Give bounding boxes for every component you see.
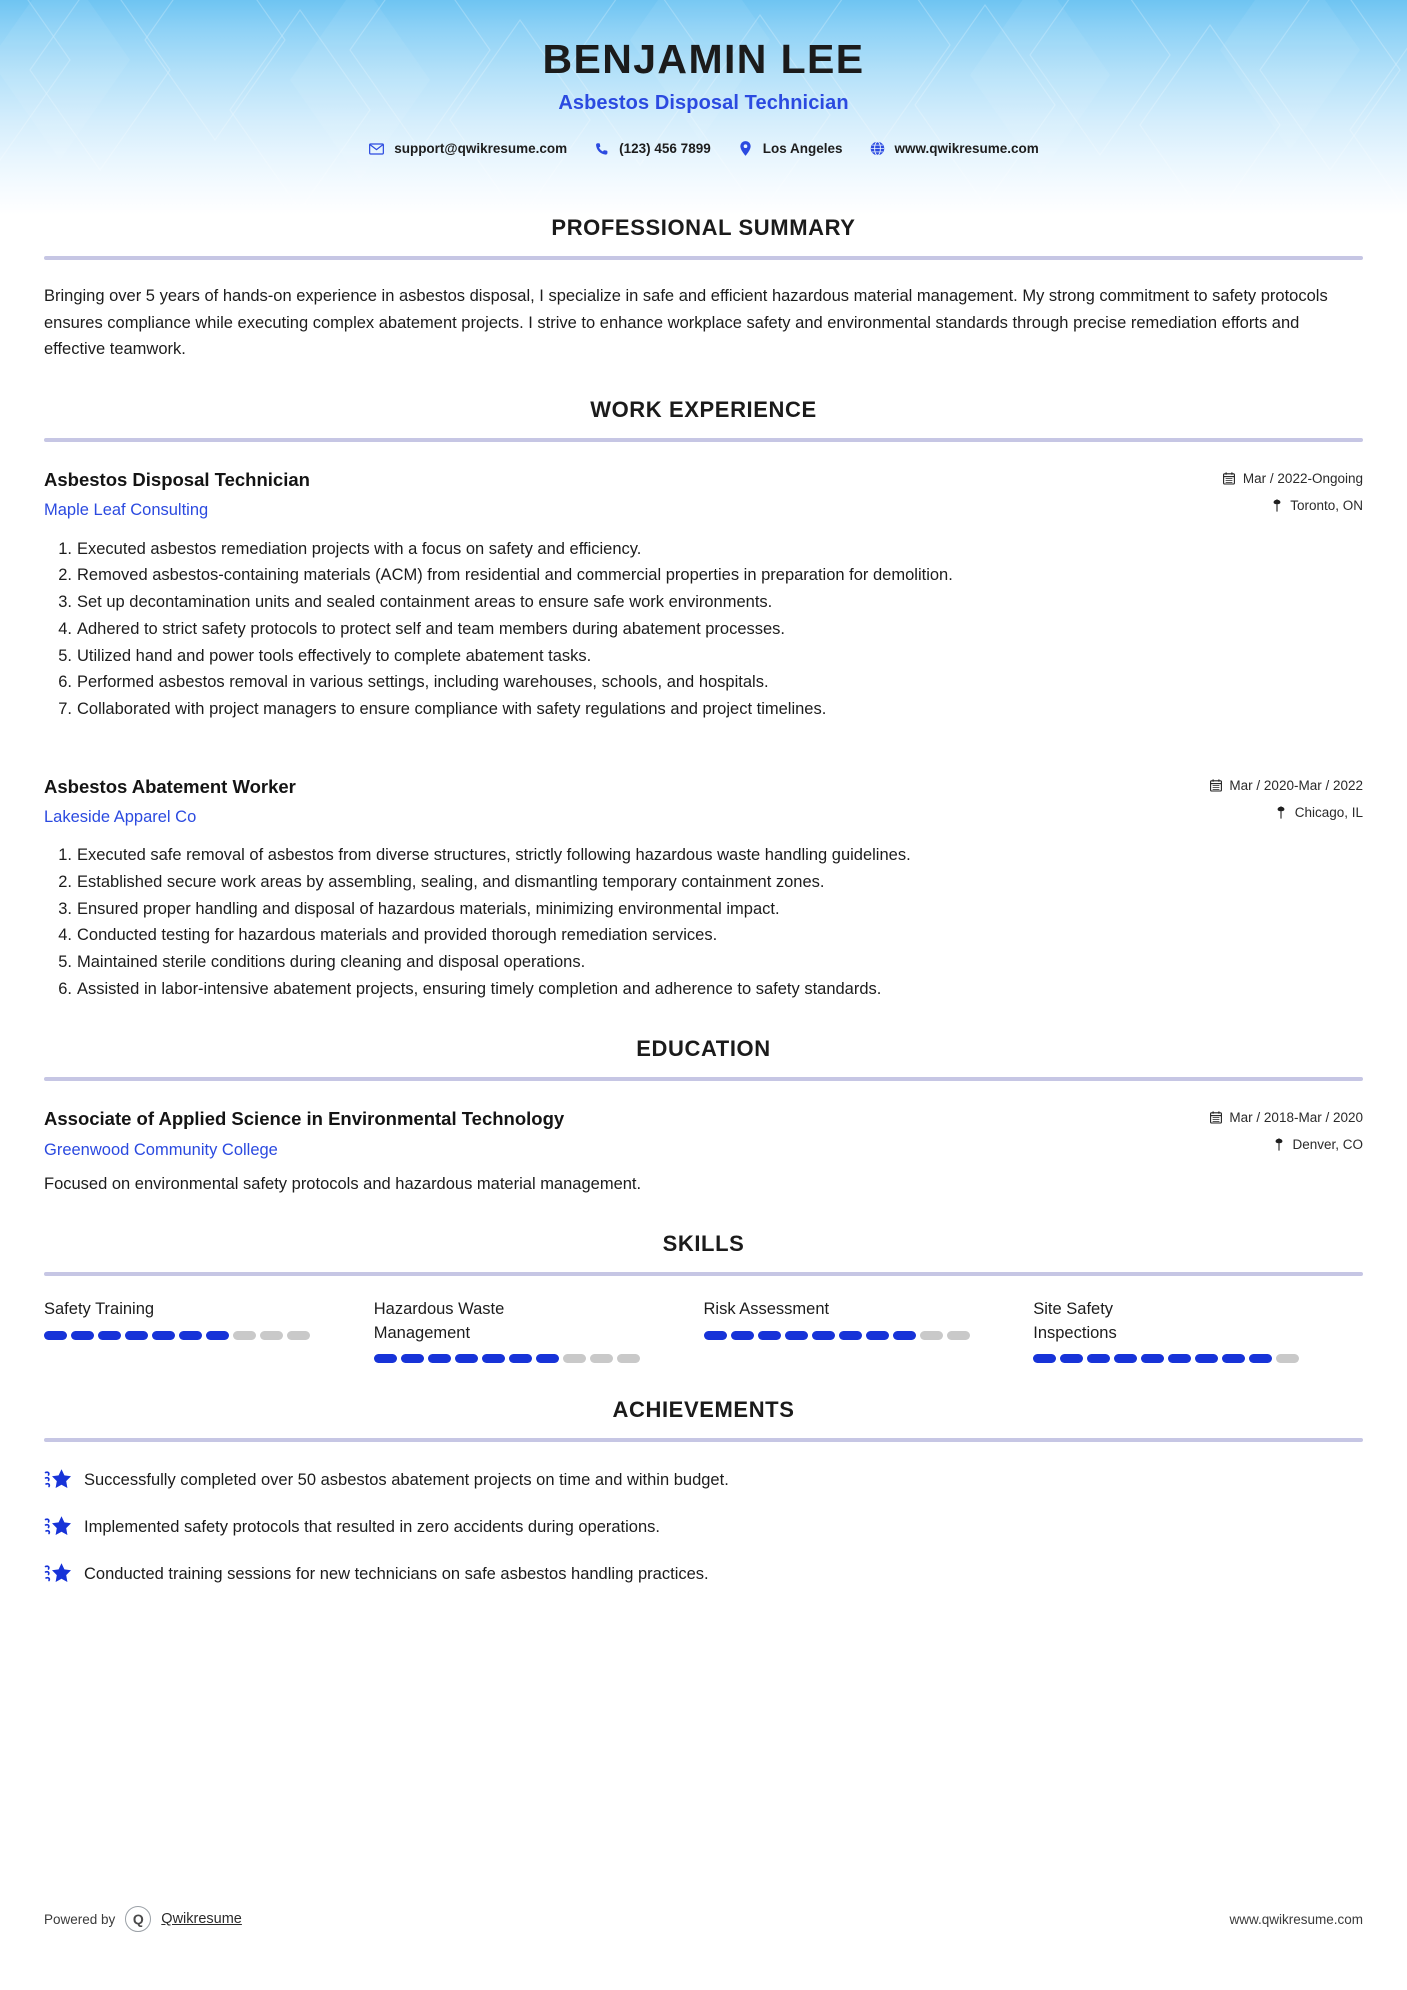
skill-item [374, 1298, 704, 1363]
work-location-text: Toronto, ON [1290, 498, 1363, 514]
education-note: Focused on environmental safety protocols and hazardous material management. [44, 1174, 642, 1193]
star-burst-icon [44, 1514, 74, 1540]
calendar-icon [1223, 472, 1236, 486]
list-item: Ensured proper handling and disposal of hazardous materials, minimizing environmental impact. [77, 899, 780, 918]
skill-segment-filled [1249, 1354, 1272, 1363]
skill-item [44, 1298, 374, 1363]
skill-segment-filled [98, 1331, 121, 1340]
work-location-text: Chicago, IL [1294, 804, 1363, 820]
skill-segment-filled [482, 1354, 505, 1363]
skill-level-bar [44, 1331, 350, 1340]
skill-segment-filled [866, 1331, 889, 1340]
skill-segment-filled [1141, 1354, 1164, 1363]
work-dates [1223, 471, 1363, 486]
work-entry-header [44, 775, 1363, 828]
skill-segment-empty [590, 1354, 613, 1363]
footer-website[interactable]: www.qwikresume.com [1229, 1911, 1363, 1927]
section-education [44, 1036, 1363, 1197]
candidate-job-title: Asbestos Disposal Technician [558, 92, 849, 115]
list-item: Established secure work areas by assembling, sealing, and dismantling temporary containment zones. [77, 872, 825, 891]
contact-website-text: www.qwikresume.com [894, 141, 1039, 157]
map-pin-icon [1275, 805, 1288, 819]
education-institution[interactable]: Greenwood Community College [44, 1140, 278, 1159]
summary-paragraph: Bringing over 5 years of hands-on experience in asbestos disposal, I specialize in safe and efficient hazardous material management. My strong commitment to safety protocols ensures compliance while executing complex abatement projects. I strive to enhance workplace safety and environmental standards through precise remediation efforts and effective teamwork. [44, 287, 1328, 359]
list-item [44, 1513, 1363, 1540]
star-burst-icon [44, 1467, 74, 1493]
page-footer [44, 1906, 1363, 1932]
skill-segment-filled [839, 1331, 862, 1340]
skill-segment-filled [1087, 1354, 1110, 1363]
email-icon [368, 140, 385, 157]
education-entry-header [44, 1107, 1363, 1160]
skill-segment-filled [812, 1331, 835, 1340]
skill-segment-empty [287, 1331, 310, 1340]
contact-location-text: Los Angeles [762, 141, 843, 157]
skill-segment-filled [179, 1331, 202, 1340]
list-item: Executed asbestos remediation projects with a focus on safety and efficiency. [77, 539, 642, 558]
education-dates [1209, 1110, 1363, 1125]
skill-segment-filled [1114, 1354, 1137, 1363]
globe-icon [869, 140, 886, 157]
achievements-list [44, 1466, 1363, 1587]
skill-segment-empty [233, 1331, 256, 1340]
contact-email-text: support@qwikresume.com [394, 141, 568, 157]
map-pin-icon [1272, 1138, 1285, 1152]
candidate-name: BENJAMIN LEE [542, 36, 865, 82]
list-item: Utilized hand and power tools effectively to complete abatement tasks. [77, 646, 592, 665]
skill-segment-filled [125, 1331, 148, 1340]
star-burst-icon [44, 1561, 74, 1587]
section-skills [44, 1231, 1363, 1363]
work-role-title: Asbestos Abatement Worker [44, 775, 296, 797]
work-company-name[interactable]: Lakeside Apparel Co [44, 807, 197, 826]
section-title-achievements: ACHIEVEMENTS [612, 1397, 795, 1423]
section-title-summary: PROFESSIONAL SUMMARY [551, 215, 856, 240]
skill-segment-filled [1222, 1354, 1245, 1363]
education-entry [44, 1107, 1363, 1197]
work-bullet-list [44, 842, 1363, 1002]
education-location-text: Denver, CO [1292, 1137, 1363, 1153]
skill-segment-filled [893, 1331, 916, 1340]
skill-segment-empty [1276, 1354, 1299, 1363]
skill-segment-filled [536, 1354, 559, 1363]
section-divider [44, 256, 1363, 260]
section-work-experience [44, 397, 1363, 1002]
work-dates-text: Mar / 2022-Ongoing [1242, 471, 1363, 487]
achievement-text: Implemented safety protocols that resulted in zero accidents during operations. [84, 1518, 660, 1537]
list-item: Adhered to strict safety protocols to protect self and team members during abatement processes. [77, 619, 786, 638]
section-achievements [44, 1397, 1363, 1587]
education-degree: Associate of Applied Science in Environmental Technology [44, 1108, 565, 1130]
achievement-text: Conducted training sessions for new technicians on safe asbestos handling practices. [84, 1565, 709, 1584]
location-pin-icon [737, 140, 754, 157]
contact-row [0, 140, 1407, 157]
work-location [1223, 498, 1363, 513]
education-location [1209, 1137, 1363, 1152]
work-entry-header [44, 468, 1363, 521]
skill-segment-empty [920, 1331, 943, 1340]
section-title-skills: SKILLS [662, 1231, 745, 1257]
contact-email[interactable] [368, 140, 567, 157]
skill-label: Safety Training [44, 1300, 155, 1319]
contact-phone-text: (123) 456 7899 [619, 141, 711, 157]
skill-segment-filled [1060, 1354, 1083, 1363]
skill-segment-filled [374, 1354, 397, 1363]
work-bullet-list [44, 536, 1363, 723]
skill-segment-filled [758, 1331, 781, 1340]
list-item: Collaborated with project managers to ensure compliance with safety regulations and project timelines. [77, 699, 827, 718]
achievement-text: Successfully completed over 50 asbestos abatement projects on time and within budget. [84, 1471, 729, 1490]
education-dates-text: Mar / 2018-Mar / 2020 [1229, 1110, 1363, 1126]
skill-level-bar [1033, 1354, 1339, 1363]
skill-segment-filled [1033, 1354, 1056, 1363]
skill-segment-empty [563, 1354, 586, 1363]
skill-segment-filled [785, 1331, 808, 1340]
map-pin-icon [1270, 499, 1283, 513]
skill-segment-filled [1195, 1354, 1218, 1363]
skill-segment-filled [509, 1354, 532, 1363]
skills-grid [44, 1298, 1363, 1363]
work-location [1209, 805, 1363, 820]
skill-segment-filled [44, 1331, 67, 1340]
header-banner [0, 0, 1407, 215]
skill-segment-empty [260, 1331, 283, 1340]
skill-label: Hazardous Waste Management [373, 1300, 505, 1342]
work-entry [44, 775, 1363, 1003]
skill-segment-filled [152, 1331, 175, 1340]
list-item [44, 1560, 1363, 1587]
skill-segment-empty [617, 1354, 640, 1363]
calendar-icon [1209, 778, 1222, 792]
work-role-title: Asbestos Disposal Technician [44, 469, 310, 491]
list-item: Assisted in labor-intensive abatement projects, ensuring timely completion and adherence to safety standards. [77, 979, 882, 998]
list-item: Executed safe removal of asbestos from diverse structures, strictly following hazardous waste handling guidelines. [77, 846, 911, 865]
skill-label: Site Safety Inspections [1033, 1300, 1117, 1342]
list-item: Maintained sterile conditions during cleaning and disposal operations. [77, 953, 586, 972]
section-divider [44, 438, 1363, 442]
footer-branding [44, 1906, 242, 1932]
section-divider [44, 1272, 1363, 1276]
skill-segment-filled [206, 1331, 229, 1340]
powered-by-label: Powered by [44, 1911, 116, 1927]
section-divider [44, 1438, 1363, 1442]
list-item [44, 1466, 1363, 1493]
qwikresume-logo-icon: Q [125, 1906, 151, 1932]
skill-label: Risk Assessment [703, 1300, 830, 1319]
list-item: Performed asbestos removal in various settings, including warehouses, schools, and hospitals. [77, 673, 769, 692]
skill-segment-filled [401, 1354, 424, 1363]
skill-segment-filled [704, 1331, 727, 1340]
contact-location [737, 140, 843, 157]
list-item: Set up decontamination units and sealed containment areas to ensure safe work environments. [77, 593, 773, 612]
skill-item [1033, 1298, 1363, 1363]
section-divider [44, 1077, 1363, 1081]
work-dates-text: Mar / 2020-Mar / 2022 [1229, 777, 1363, 793]
skill-level-bar [704, 1331, 1010, 1340]
skill-segment-filled [71, 1331, 94, 1340]
section-professional-summary [44, 215, 1363, 363]
skill-segment-filled [428, 1354, 451, 1363]
contact-website[interactable] [869, 140, 1039, 157]
list-item: Removed asbestos-containing materials (ACM) from residential and commercial properties in preparation for demolition. [77, 566, 953, 585]
work-company-name[interactable]: Maple Leaf Consulting [44, 501, 209, 520]
section-title-education: EDUCATION [636, 1036, 771, 1062]
skill-level-bar [374, 1354, 680, 1363]
list-item: Conducted testing for hazardous materials and provided thorough remediation services. [77, 926, 718, 945]
phone-icon [593, 140, 610, 157]
skill-segment-empty [947, 1331, 970, 1340]
contact-phone[interactable] [593, 140, 711, 157]
qwikresume-brand-link[interactable]: Qwikresume [161, 1911, 242, 1927]
work-entry [44, 468, 1363, 723]
calendar-icon [1209, 1111, 1222, 1125]
work-dates [1209, 778, 1363, 793]
skill-segment-filled [1168, 1354, 1191, 1363]
skill-segment-filled [455, 1354, 478, 1363]
skill-item [704, 1298, 1034, 1363]
skill-segment-filled [731, 1331, 754, 1340]
section-title-work: WORK EXPERIENCE [590, 397, 817, 423]
